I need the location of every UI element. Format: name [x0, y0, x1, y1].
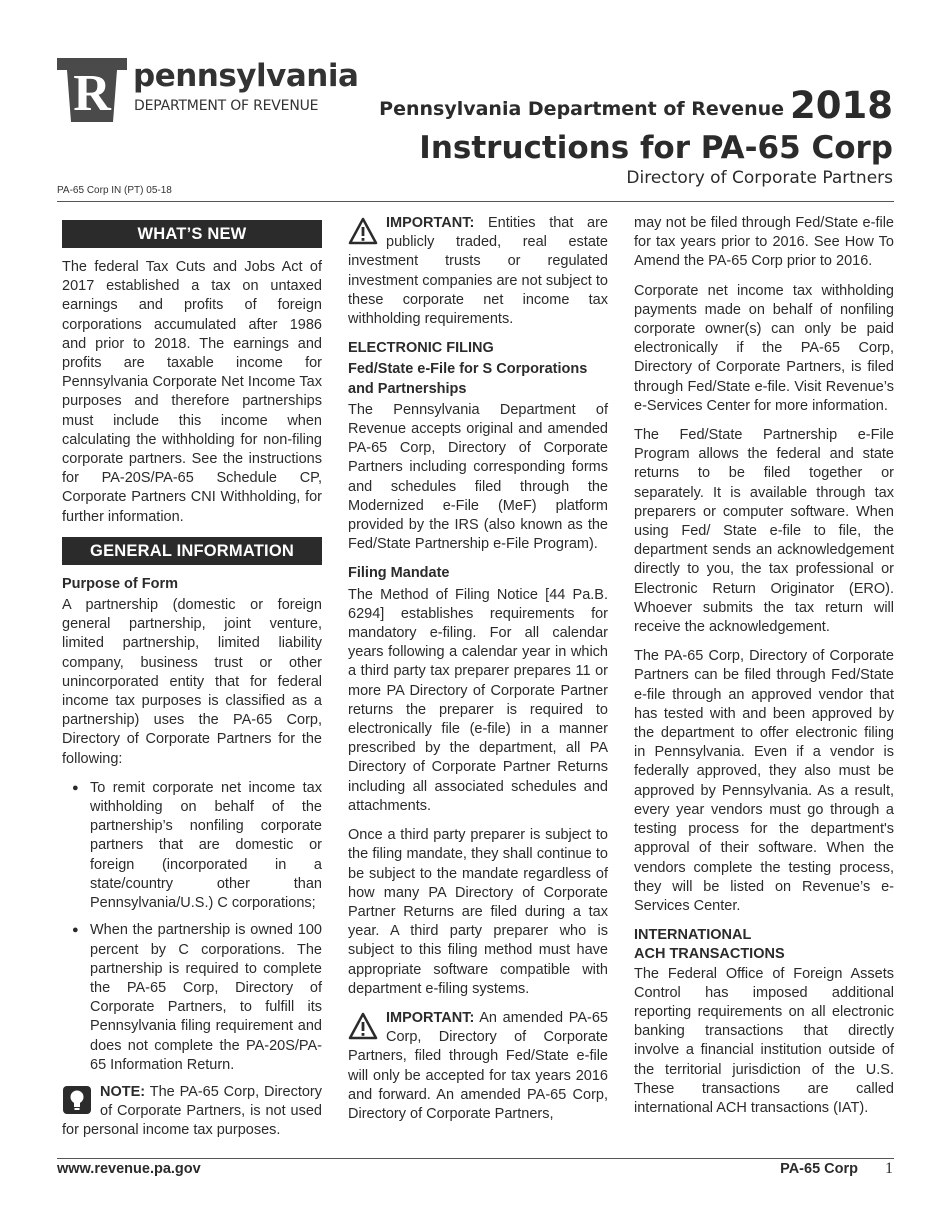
purpose-text: A partnership (domestic or foreign general partnership, joint venture, limited partnership, limited liability company, business trust or other unincorporated entity that for federal income tax purposes is classified as a partnership) uses the PA-65 Corp, Directory of Corporate Partners for the following: — [62, 597, 322, 767]
whats-new-text: The federal Tax Cuts and Jobs Act of 2017 established a tax on untaxed earnings and profits of foreign corporations accumulated after 1986 and prior to 2018. The earnings and profits are taxable income for Pennsylvania Corporate Net Income Tax purposes and therefore partnerships must include this income when calculating the withholding for non-filing corporate partners. See the instructions for PA-20S/PA-65 Schedule CP, Corporate Partners CNI Withholding, for further information. — [62, 259, 322, 525]
header-divider — [57, 201, 894, 202]
important-text: Entities that are publicly traded, real estate investment trusts or regulated investment companies are not subject to these corporate net income tax withholding requirements. — [348, 215, 608, 328]
withholding-payments-text: Corporate net income tax withholding payments made on behalf of nonfiling corporate owner(s) can only be paid electronically if the PA-65 Corp, Directory of Corporate Partners, is filed through Fed/State e-file. Visit Revenue’s e-Services Center for more information. — [634, 282, 894, 414]
important-callout-2 — [348, 1009, 608, 1124]
logo-department: DEPARTMENT OF REVENUE — [134, 98, 319, 114]
important-label: IMPORTANT: — [386, 1009, 475, 1026]
filing-mandate-heading: Filing Mandate — [348, 565, 450, 582]
page-subtitle: Directory of Corporate Partners — [626, 168, 893, 188]
footer-divider — [57, 1158, 894, 1159]
whats-new-banner: WHAT’S NEW — [62, 220, 322, 248]
warning-icon — [348, 216, 378, 246]
international-ach-heading-line-1: INTERNATIONAL — [634, 927, 752, 944]
important-callout-1 — [348, 214, 608, 329]
page-title: Instructions for PA-65 Corp — [419, 130, 893, 166]
logo-name: pennsylvania — [133, 58, 359, 94]
important-label: IMPORTANT: — [386, 215, 475, 231]
important-text: An amended PA-65 Corp, Directory of Corporate Partners, filed through Fed/State e-file will only be accepted for tax years 2016 and forward. An amended PA-65 Corp, Directory of Corporate Partners, — [348, 1009, 608, 1122]
international-ach-heading-line-2: ACH TRANSACTIONS — [634, 946, 785, 963]
efile-program-text: The Fed/State Partnership e-File Program allows the federal and state returns to be filed together or separately. It is available through tax preparers or computer software. When using Fed/ State e-file to file, the department sends an acknowledgement directly to you, the tax professional or Electronic Return Originator (ERO). Whoever submits the tax return will receive the acknowledgement. — [634, 427, 894, 636]
list-item: ● When the partnership is owned 100 percent by C corporations. The partnership is required to complete the PA-65 Corp, Directory of Corporate Partners, to fulfill its Pennsylvania filing requirement and does not complete the PA-20S/PA-65 Information Return. — [62, 921, 322, 1075]
logo-mark-letter: R — [73, 65, 111, 122]
note-label: NOTE: — [100, 1083, 146, 1100]
footer-form-name: PA-65 Corp — [780, 1161, 858, 1177]
filing-mandate-text: The Method of Filing Notice [44 Pa.B. 6294] establishes requirements for mandatory e-filing. For all calendar years following a calendar year in which a third party tax preparer prepares 11 or more PA Directory of Corporate Partner returns the preparer is required to electronically file (e-file) in a manner prescribed by the department, all PA Directory of Corporate Partner Returns including all associated schedules and attachments. — [348, 586, 608, 814]
header-year: 2018 — [790, 84, 893, 127]
header-department — [379, 84, 893, 127]
note-text: The PA-65 Corp, Directory of Corporate Partners, is not used for personal income tax purposes. — [62, 1083, 322, 1139]
header-department-name: Pennsylvania Department of Revenue — [379, 98, 785, 120]
keystone-logo-icon — [57, 56, 127, 124]
form-id: PA-65 Corp IN (PT) 05-18 — [57, 185, 172, 196]
column-1 — [62, 214, 322, 1151]
general-information-banner: GENERAL INFORMATION — [62, 537, 322, 565]
warning-icon — [348, 1011, 378, 1041]
note-callout — [62, 1083, 322, 1141]
efile-text: The Pennsylvania Department of Revenue accepts original and amended PA-65 Corp, Directory of Corporate Partners including corresponding forms and schedules filed through the Modernized e-File (MeF) platform provided by the IRS (also known as the Fed/State Partnership e-File Program). — [348, 401, 608, 553]
purpose-list — [62, 779, 322, 1075]
electronic-filing-heading: ELECTRONIC FILING — [348, 340, 494, 357]
international-ach-heading — [634, 926, 894, 964]
filing-mandate-text-2: Once a third party preparer is subject to the filing mandate, they shall continue to be subject to the mandate regardless of how many PA Directory of Corporate Partner Returns are filed during a tax year. A third party preparer who is subject to this filing method must have appropriate software compatible with department e-filing systems. — [348, 827, 608, 997]
page-number: 1 — [885, 1160, 893, 1177]
approved-vendor-text: The PA-65 Corp, Directory of Corporate Partners can be filed through Fed/State e-file through an approved vendor that has tested with and been approved by the department to offer electronic filing in Pennsylvania. Even if a vendor is federally approved, they also must be approved by Pennsylvania. As a result, every year vendors must go through a testing process for the department's approval of their software. When the vendors complete the testing process, they will be listed on Revenue’s e-Services Center. — [634, 648, 894, 914]
lightbulb-icon — [62, 1085, 92, 1115]
column-3 — [634, 214, 894, 1128]
footer-website-link[interactable]: www.revenue.pa.gov — [57, 1161, 201, 1177]
purpose-heading: Purpose of Form — [62, 575, 179, 592]
list-item: ● To remit corporate net income tax withholding on behalf of the partnership’s nonfiling corporate partners that are domestic or foreign (incorporated in a state/country other than Pennsylvania/U.S.) C corporations; — [62, 779, 322, 913]
continued-text: may not be filed through Fed/State e-file for tax years prior to 2016. See How To Amend the PA-65 Corp prior to 2016. — [634, 215, 894, 270]
fed-state-efile-heading: Fed/State e-File for S Corporations and Partnerships — [348, 361, 588, 397]
pa-revenue-logo — [57, 56, 359, 126]
international-ach-text: The Federal Office of Foreign Assets Control has imposed additional reporting requirements on all electronic banking transactions that directly involve a financial institution outside of the territorial jurisdiction of the U.S. These transactions are called international ACH transactions (IAT). — [634, 965, 894, 1116]
column-2 — [348, 214, 608, 1134]
